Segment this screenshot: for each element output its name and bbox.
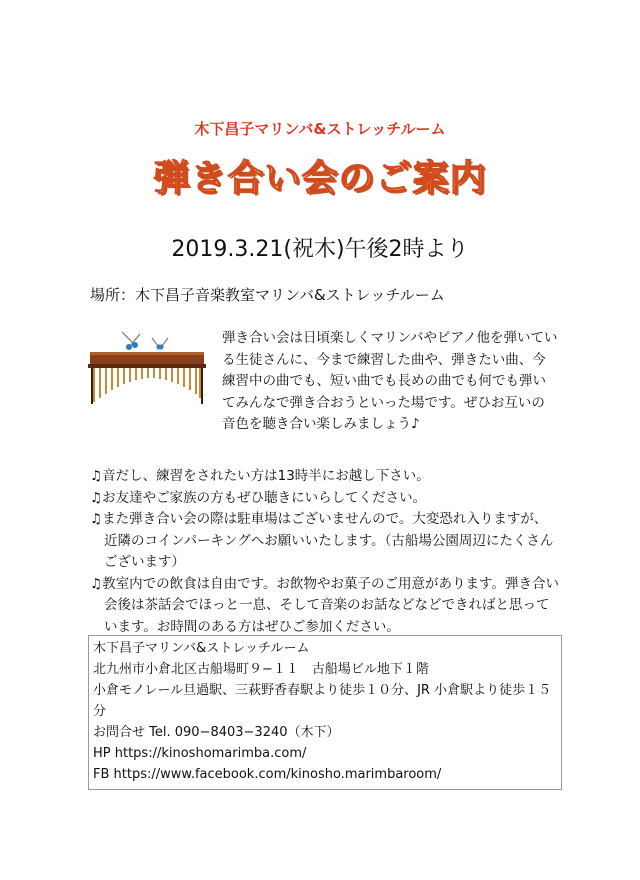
page-title: 弾き合い会のご案内 [153,158,487,199]
contact-box [88,635,562,790]
note-item: ♫教室内での飲食は自由です。お飲物やお菓子のご用意があります。弾き合い会後は茶話会でほっと一息、そして音楽のお話などなどできればと思っています。お時間のある方はぜひご参加ください。 [90,575,559,635]
notes-list [90,466,560,638]
event-datetime: 2019.3.21(祝木)午後2時より [171,237,469,262]
marimba-icon [82,328,212,406]
intro-text: 弾き合い会は日頃楽しくマリンバやピアノ他を弾いている生徒さんに、今まで練習した曲や、弾きたい曲、今練習中の曲でも、短い曲でも長めの曲でも何でも弾いてみんなで弾き合おうといった場です。ぜひお互いの音色を聴き合い楽しみましょう♪ [222,330,558,432]
note-item: ♫また弾き合い会の際は駐車場はございませんので。大変恐れ入りますが、近隣のコインパーキングへお願いいたします。（古船場公園周辺にたくさんございます） [90,511,554,570]
organization-name: 木下昌子マリンバ&ストレッチルーム [194,120,446,138]
note-item: ♫お友達やご家族の方もぜひ聴きにいらしてください。 [90,489,427,506]
contact-phone: お問合せ Tel. 090−8403−3240（木下） [93,725,340,740]
contact-address: 北九州市小倉北区古船場町９−１１ 古船場ビル地下１階 [93,662,429,677]
contact-access: 小倉モノレール旦過駅、三萩野香春駅より徒歩１０分、JR 小倉駅より徒歩１５分 [93,683,552,719]
contact-hp-link[interactable]: HP https://kinoshomarimba.com/ [93,746,307,761]
note-item: ♫音だし、練習をされたい方は13時半にお越し下さい。 [90,468,430,484]
event-venue: 場所：木下昌子音楽教室マリンバ&ストレッチルーム [90,286,445,304]
contact-fb-link[interactable]: FB https://www.facebook.com/kinosho.marimbaroom/ [93,767,442,782]
contact-name: 木下昌子マリンバ&ストレッチルーム [93,641,310,656]
